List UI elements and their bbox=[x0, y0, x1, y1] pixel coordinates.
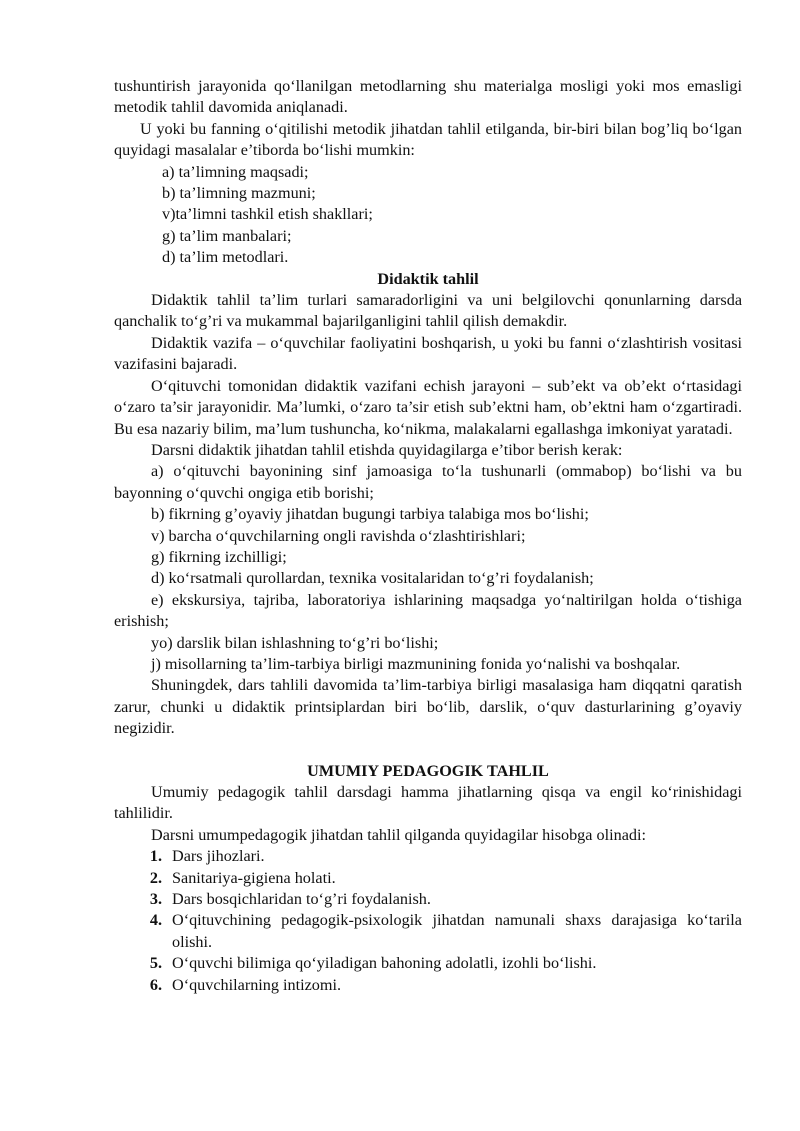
list-item: d) ta’lim metodlari. bbox=[162, 248, 289, 267]
paragraph-didaktik-criteria-intro: Darsni didaktik jihatdan tahlil etishda quyidagilarga e’tibor berish kerak: bbox=[151, 440, 623, 459]
document-body bbox=[114, 76, 742, 996]
paragraph-metodik-continued: tushuntirish jarayonida qo‘llanilgan metodlarning shu materialga mosligi yoki mos emasligi metodik tahlil davomida aniqlanadi. bbox=[114, 77, 742, 117]
list-item bbox=[114, 868, 742, 889]
list-number: 6. bbox=[149, 975, 162, 994]
list-item bbox=[114, 910, 742, 953]
list-number: 5. bbox=[149, 954, 162, 973]
list-metodik-masalalar bbox=[114, 162, 742, 269]
list-item: v)ta’limni tashkil etish shakllari; bbox=[162, 205, 373, 224]
list-item: a) ta’limning maqsadi; bbox=[162, 162, 309, 181]
list-item bbox=[114, 975, 742, 996]
list-number: 4. bbox=[149, 911, 162, 930]
list-item: a) o‘qituvchi bayonining sinf jamoasiga to‘la tushunarli (ommabop) bo‘lishi va bu bayonning o‘quvchi ongiga etib borishi; bbox=[114, 462, 742, 502]
list-item bbox=[114, 953, 742, 974]
paragraph-umumiy-definition: Umumiy pedagogik tahlil darsdagi hamma jihatlarning qisqa va engil ko‘rinishidagi tahlilidir. bbox=[114, 783, 742, 823]
paragraph-umumiy-intro: Darsni umumpedagogik jihatdan tahlil qilganda quyidagilar hisobga olinadi: bbox=[151, 825, 646, 844]
list-item: yo) darslik bilan ishlashning to‘g’ri bo‘lishi; bbox=[151, 633, 439, 652]
list-item bbox=[114, 846, 742, 867]
list-text: Sanitariya-gigiena holati. bbox=[172, 868, 336, 887]
list-item: v) barcha o‘quvchilarning ongli ravishda o‘zlashtirishlari; bbox=[151, 526, 526, 545]
list-number: 3. bbox=[149, 890, 162, 909]
list-text: O‘quvchi bilimiga qo‘yiladigan bahoning adolatli, izohli bo‘lishi. bbox=[172, 954, 597, 973]
paragraph-shuningdek: Shuningdek, dars tahlili davomida ta’lim-tarbiya birligi masalasiga ham diqqatni qaratish zarur, chunki u didaktik printsiplardan biri bo‘lib, darslik, o‘quv dasturlarining g’oyaviy negizidir. bbox=[114, 676, 742, 738]
paragraph-didaktik-vazifa: Didaktik vazifa – o‘quvchilar faoliyatini boshqarish, u yoki bu fanni o‘zlashtirish vositasi vazifasini bajaradi. bbox=[114, 333, 742, 374]
list-item: g) fikrning izchilligi; bbox=[151, 547, 287, 566]
list-item: b) fikrning g’oyaviy jihatdan bugungi tarbiya talabiga mos bo‘lishi; bbox=[151, 505, 589, 524]
list-text: Dars bosqichlaridan to‘g’ri foydalanish. bbox=[172, 890, 431, 909]
heading-umumiy-pedagogik-tahlil: UMUMIY PEDAGOGIK TAHLIL bbox=[307, 761, 549, 780]
list-text: O‘quvchilarning intizomi. bbox=[172, 975, 342, 994]
list-item: d) ko‘rsatmali qurollardan, texnika vositalaridan to‘g’ri foydalanish; bbox=[151, 569, 594, 588]
paragraph-metodik-tahlil: U yoki bu fanning o‘qitilishi metodik jihatdan tahlil etilganda, bir-biri bilan bog’liq bo‘lgan quyidagi masalalar e’tiborda bo‘lishi mumkin: bbox=[114, 119, 742, 160]
list-item: j) misollarning ta’lim-tarbiya birligi mazmunining fonida yo‘nalishi va boshqalar. bbox=[151, 654, 681, 673]
paragraph-didaktik-definition: Didaktik tahlil ta’lim turlari samaradorligini va uni belgilovchi qonunlarning darsda qanchalik to‘g’ri va mukammal bajarilganligini tahlil qilish demakdir. bbox=[114, 291, 742, 331]
list-text: O‘qituvchining pedagogik-psixologik jihatdan namunali shaxs darajasiga ko‘tarila olishi. bbox=[172, 911, 742, 951]
list-item: e) ekskursiya, tajriba, laboratoriya ishlarining maqsadga yo‘naltirilgan holda o‘tishiga erishish; bbox=[114, 590, 742, 631]
numbered-list-umumiy bbox=[114, 846, 742, 996]
heading-didaktik-tahlil: Didaktik tahlil bbox=[377, 269, 479, 288]
list-number: 2. bbox=[149, 868, 162, 887]
list-item: g) ta’lim manbalari; bbox=[162, 226, 292, 245]
list-item: b) ta’limning mazmuni; bbox=[162, 184, 316, 203]
paragraph-oqituvchi: O‘qituvchi tomonidan didaktik vazifani echish jarayoni – sub’ekt va ob’ekt o‘rtasidagi o‘zaro ta’sir jarayonidir. Ma’lumki, o‘zaro ta’sir etish sub’ektni ham, ob’ektni ham o‘zgartiradi. Bu esa nazariy bilim, ma’lum tushuncha, ko‘nikma, malakalarni egallashga imkoniyat yaratadi. bbox=[114, 376, 742, 438]
list-text: Dars jihozlari. bbox=[172, 847, 265, 866]
list-item bbox=[114, 889, 742, 910]
list-number: 1. bbox=[149, 847, 162, 866]
list-didaktik-criteria bbox=[114, 461, 742, 675]
